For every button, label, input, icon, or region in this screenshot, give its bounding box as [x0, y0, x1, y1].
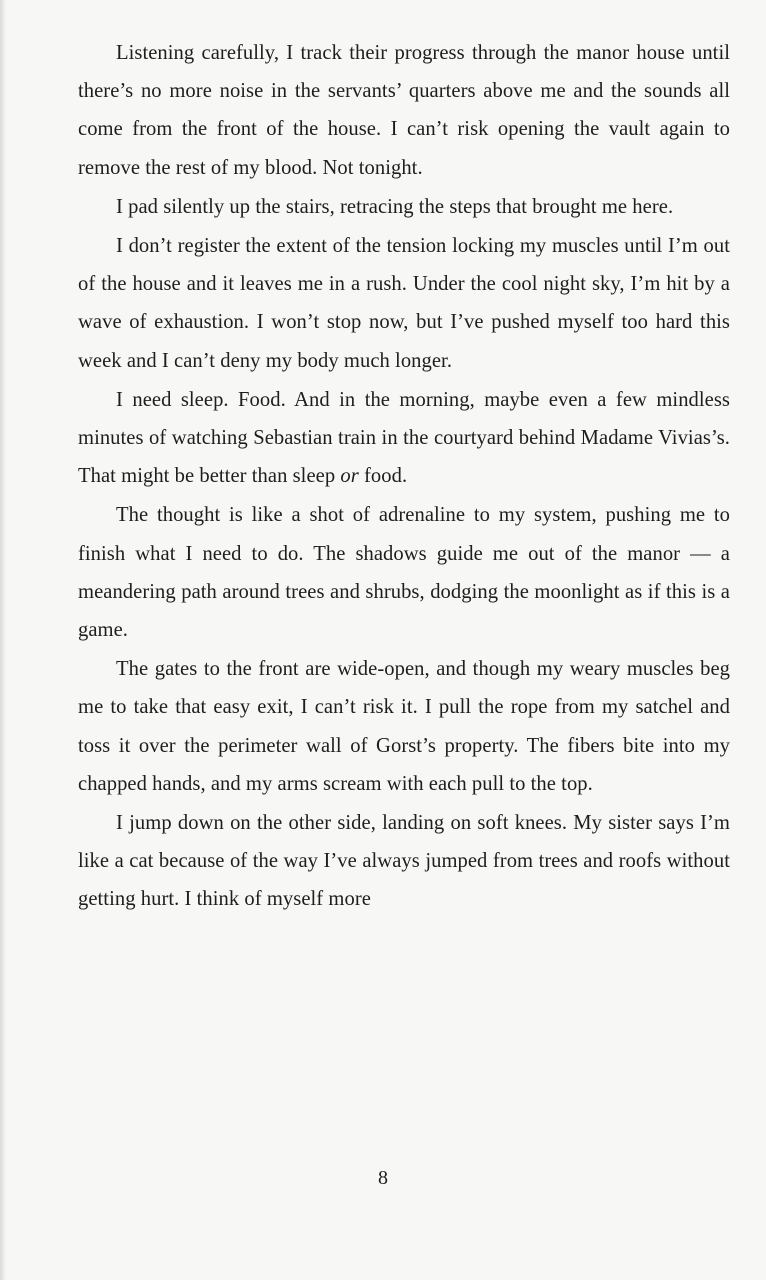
body-text — [78, 34, 730, 920]
paragraph-7: I jump down on the other side, landing on soft knees. My sister says I’m like a cat because of the way I’ve always jumped from trees and roofs without getting hurt. I think of myself more — [78, 812, 730, 911]
paragraph-6: The gates to the front are wide-open, and though my weary muscles beg me to take that easy exit, I can’t risk it. I pull the rope from my satchel and toss it over the perimeter wall of Gorst’s property. The fibers bite into my chapped hands, and my arms scream with each pull to the top. — [78, 658, 730, 795]
page-number: 8 — [378, 1167, 388, 1189]
paragraph-1: Listening carefully, I track their progress through the manor house until there’s no more noise in the servants’ quarters above me and the sounds all come from the front of the house. I can’t risk opening the vault again to remove the rest of my blood. Not tonight. — [78, 42, 730, 179]
page-edge-shadow — [0, 0, 6, 1280]
paragraph-5: The thought is like a shot of adrenaline to my system, pushing me to finish what I need to do. The shadows guide me out of the manor — a meandering path around trees and shrubs, dodging the moonlight as if this is a game. — [78, 504, 730, 642]
paragraph-4 — [78, 381, 730, 496]
paragraph-2: I pad silently up the stairs, retracing the steps that brought me here. — [116, 195, 674, 218]
paragraph-3: I don’t register the extent of the tension locking my muscles until I’m out of the house and it leaves me in a rush. Under the cool night sky, I’m hit by a wave of exhaustion. I won’t stop now, but I’ve pushed myself too hard this week and I can’t deny my body much longer. — [78, 235, 730, 372]
paragraph-4-emphasis: or — [340, 465, 359, 488]
paragraph-4-text-before: I need sleep. Food. And in the morning, maybe even a few mindless minutes of watching Sebastian train in the courtyard behind Madame Vivias’s. That might be better than sleep — [78, 388, 730, 488]
paragraph-4-text-after: food. — [358, 465, 408, 488]
